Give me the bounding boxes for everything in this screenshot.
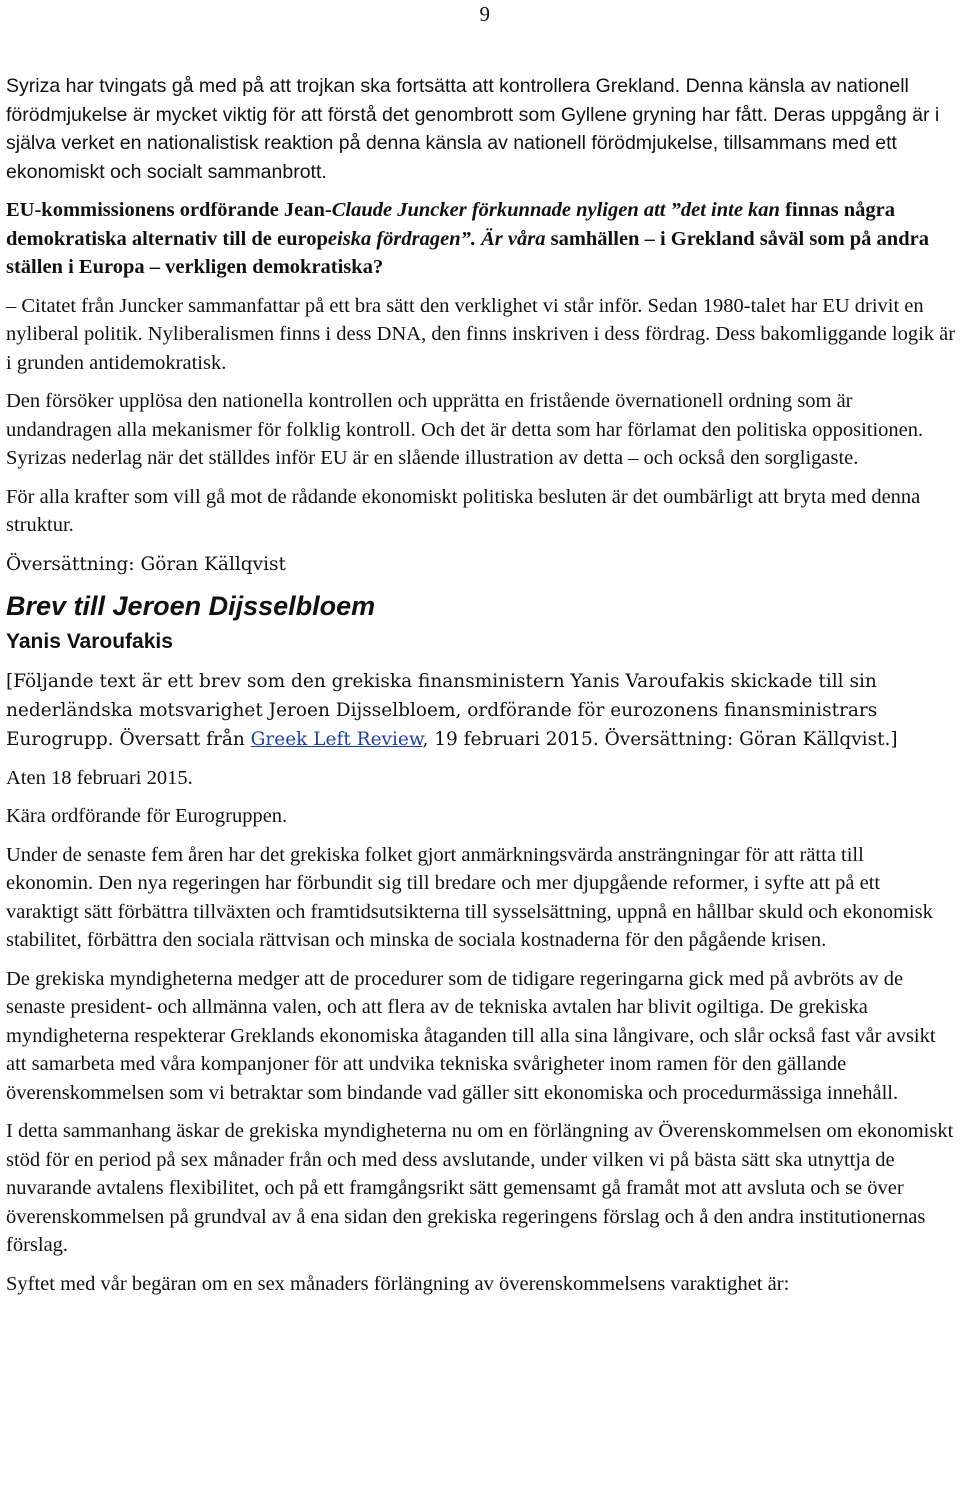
- paragraph-den-forsoker: Den försöker upplösa den nationella kontrollen och upprätta en fristående övernationell ordning som är undandragen alla mekanismer för folklig kontroll. Och det är detta som har förlamat den politiska oppositionen. Syrizas nederlag när det ställdes inför EU är en slående illustration av detta – och också den sorgligaste.: [6, 390, 924, 469]
- greek-left-review-link[interactable]: Greek Left Review: [250, 728, 423, 750]
- paragraph-syriza: Syriza har tvingats gå med på att trojkan ska fortsätta att kontrollera Grekland. Denna känsla av nationell förödmjukelse är mycket viktig för att förstå det genombrott som Gyllene gryning har fått. Deras uppgång är i själva verket en nationalistisk reaktion på denna känsla av nationell förödmjukelse, tillsammans med ett ekonomiskt och socialt sammanbrott.: [6, 75, 940, 183]
- letter-paragraph-3: I detta sammanhang äskar de grekiska myndigheterna nu om en förlängning av Överenskommelsen om ekonomiskt stöd för en period på sex månader från och med dess avslutande, under vilken vi på bästa sätt ska utnyttja de nuvarande avtalens flexibilitet, och på ett framgångsrikt sätt gemensamt gå framåt mot att avsluta och se över överenskommelsen på grundval av å ena sidan den grekiska regeringens förslag och å den andra institutionernas förslag.: [6, 1120, 954, 1256]
- paragraph-citatet: – Citatet från Juncker sammanfattar på ett bra sätt den verklighet vi står inför. Sedan 1980-talet har EU drivit en nyliberal politik. Nyliberalismen finns i dess DNA, den finns inskriven i dess fördrag. Dess bakomliggande logik är i grunden antidemokratisk.: [6, 294, 956, 374]
- letter-paragraph-4: Syftet med vår begäran om en sex månaders förlängning av överenskommelsens varaktighet är:: [6, 1272, 790, 1295]
- article-author: Yanis Varoufakis: [6, 629, 173, 653]
- article-intro-text-1: [Följande text är ett brev som den grekiska finansministern Yanis Varoufakis skickade till sin nederländska motsvarighet Jeroen Dijsselbloem, ordförande för eurozonens finansministrars Eurogrupp. Översatt från: [6, 670, 878, 750]
- translator-credit: Översättning: Göran Källqvist: [6, 553, 286, 575]
- article-title: Brev till Jeroen Dijsselbloem: [6, 590, 376, 621]
- page-content: [6, 72, 956, 1308]
- juncker-quote-part-5: samhällen – i Grekland såväl som på andra ställen i Europa – verkligen demokratiska?: [6, 227, 929, 278]
- article-intro: [6, 667, 956, 754]
- paragraph-juncker-quote: [6, 196, 956, 282]
- letter-salutation: Kära ordförande för Eurogruppen.: [6, 805, 288, 827]
- juncker-quote-part-4: eiska fördragen”. Är våra: [327, 227, 546, 250]
- letter-paragraph-2: De grekiska myndigheterna medger att de procedurer som de tidigare regeringarna gick med på avbröts av de senaste president- och allmänna valen, och att flera av de tekniska avtalen har blivit ogiltiga. De grekiska myndigheterna respekterar Greklands ekonomiska åtaganden till alla sina långivare, och slår också fast vår avsikt att samarbeta med våra kompanjoner för att undvika tekniska svårigheter inom ramen för den gällande överenskommelsen som vi betraktar som bindande vad gäller sitt ekonomiska och procedurmässiga innehåll.: [6, 967, 936, 1104]
- page-number: 9: [479, 2, 490, 26]
- letter-place-date: Aten 18 februari 2015.: [6, 766, 193, 789]
- article-intro-text-2: , 19 februari 2015. Översättning: Göran Källqvist.]: [422, 728, 898, 750]
- juncker-quote-part-1: EU-kommissionens ordförande Jean-: [6, 199, 332, 221]
- juncker-quote-part-3: finnas några demokratiska alternativ till de europ: [6, 199, 896, 250]
- letter-paragraph-1: Under de senaste fem åren har det grekiska folket gjort anmärkningsvärda ansträngningar för att rätta till ekonomin. Den nya regeringen har förbundit sig till bredare och mer djupgående reformer, i syfte att på ett varaktigt sätt förbättra tillväxten och framtidsutsikterna till sysselsättning, uppnå en hållbar skuld och ekonomisk stabilitet, förbättra den sociala rättvisan och minska de sociala kostnaderna för den pågående krisen.: [6, 843, 933, 951]
- juncker-quote-part-2: Claude Juncker förkunnade nyligen att ”det inte kan: [331, 199, 780, 221]
- paragraph-for-alla-krafter: För alla krafter som vill gå mot de rådande ekonomiskt politiska besluten är det oumbärligt att bryta med denna struktur.: [6, 485, 921, 536]
